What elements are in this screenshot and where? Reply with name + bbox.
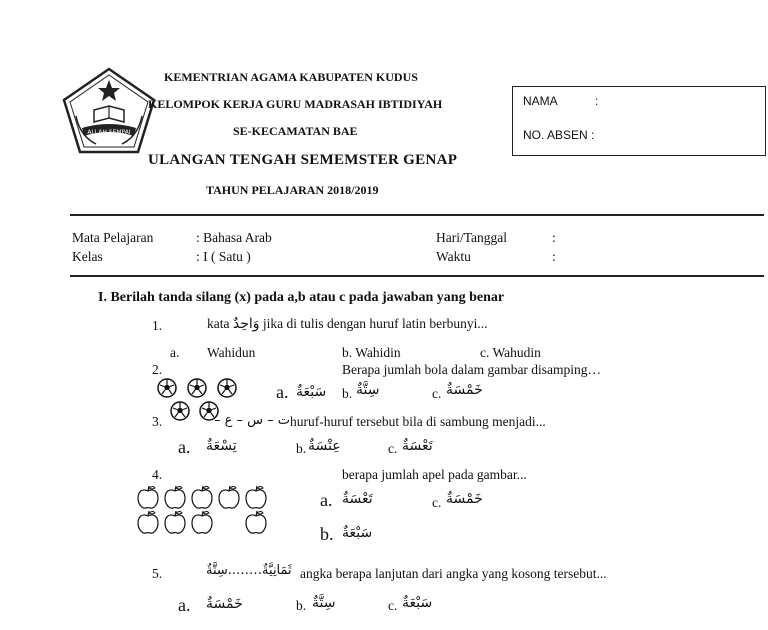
q2-option-b[interactable]: سِتَّةٌ	[356, 382, 380, 398]
q2-number: 2.	[152, 362, 163, 377]
q4-option-c-label[interactable]: c.	[432, 495, 442, 510]
q5-number: 5.	[152, 566, 163, 581]
q1-option-c[interactable]: c. Wahudin	[480, 345, 541, 360]
q3-option-b-label[interactable]: b.	[296, 441, 307, 456]
header-line-3: SE-KECAMATAN BAE	[233, 124, 358, 138]
soccer-ball-icon	[170, 401, 190, 421]
apple-icon	[244, 484, 268, 510]
q2-option-a[interactable]: سَبْعَةٌ	[296, 384, 327, 400]
q3-option-a[interactable]: تِسْعَةٌ	[206, 438, 237, 454]
ministry-logo	[60, 66, 158, 156]
q5-question: angka berapa lanjutan dari angka yang kosong tersebut...	[300, 566, 607, 581]
apple-icon	[163, 509, 187, 535]
exam-title: ULANGAN TENGAH SEMEMSTER GENAP	[148, 152, 458, 168]
q2-question: Berapa jumlah bola dalam gambar disamping…	[342, 362, 602, 377]
bottom-divider	[70, 275, 764, 277]
mapel-label: Mata Pelajaran	[72, 230, 154, 245]
hari-label: Hari/Tanggal	[436, 230, 508, 245]
q3-letters: ت – س – ع –	[214, 413, 291, 428]
apple-icon	[136, 509, 160, 535]
q4-option-b[interactable]: سَبْعَةٌ	[342, 525, 373, 541]
waktu-colon: :	[552, 249, 556, 264]
q5-sequence: ثَمَانِيَّةٌ……..سِتَّةٌ	[206, 563, 292, 578]
soccer-ball-icon	[157, 378, 177, 398]
svg-text:ALLAH SEMPAI: ALLAH SEMPAI	[87, 129, 131, 136]
q5-option-a-label[interactable]: a.	[178, 595, 191, 615]
q4-number: 4.	[152, 467, 163, 482]
q3-option-a-label[interactable]: a.	[178, 437, 191, 457]
hari-colon: :	[552, 230, 556, 245]
q5-option-b-label[interactable]: b.	[296, 598, 307, 613]
q1-option-a-label[interactable]: a.	[170, 345, 180, 360]
q3-option-b[interactable]: عِتْسَةٌ	[308, 438, 341, 454]
kelas-label: Kelas	[72, 249, 103, 264]
apple-icon	[244, 509, 268, 535]
header-line-1: KEMENTRIAN AGAMA KABUPATEN KUDUS	[164, 70, 418, 84]
q1-text-post: jika di tulis dengan huruf latin berbunyi...	[262, 316, 488, 331]
q4-option-c[interactable]: خَمْسَةٌ	[446, 491, 483, 507]
q5-option-a[interactable]: خَمْسَةٌ	[206, 596, 243, 612]
section-instruction: I. Berilah tanda silang (x) pada a,b atau c pada jawaban yang benar	[98, 290, 505, 305]
kelas-value: : I ( Satu )	[196, 249, 251, 264]
q1-number: 1.	[152, 318, 163, 333]
q2-option-c[interactable]: خَمْسَةٌ	[446, 382, 483, 398]
apple-icon	[136, 484, 160, 510]
apple-icon	[190, 484, 214, 510]
q4-option-b-label[interactable]: b.	[320, 524, 334, 544]
apple-icon	[217, 484, 241, 510]
no-absen-label: NO. ABSEN :	[523, 128, 595, 142]
soccer-ball-icon	[187, 378, 207, 398]
q4-question: berapa jumlah apel pada gambar...	[342, 467, 527, 482]
q5-option-c[interactable]: سَبْعَةٌ	[402, 595, 433, 611]
q4-option-a-label[interactable]: a.	[320, 490, 333, 510]
q1-text-pre: kata	[207, 316, 230, 331]
q2-option-a-label[interactable]: a.	[276, 382, 289, 402]
q5-option-b[interactable]: سِتَّةٌ	[312, 595, 336, 611]
nama-label: NAMA	[523, 94, 558, 108]
mapel-value: : Bahasa Arab	[196, 230, 272, 245]
student-id-box	[512, 86, 766, 156]
header-line-2: KELOMPOK KERJA GURU MADRASAH IBTIDIYAH	[148, 97, 443, 111]
q4-option-a[interactable]: تَعْسَةٌ	[342, 491, 373, 507]
q1-question	[207, 316, 488, 332]
soccer-ball-icon	[217, 378, 237, 398]
waktu-label: Waktu	[436, 249, 471, 264]
nama-colon: :	[595, 94, 599, 108]
q3-number: 3.	[152, 414, 163, 429]
q3-option-c[interactable]: تَعْسَةٌ	[402, 438, 433, 454]
top-divider	[70, 214, 764, 216]
q3-question: huruf-huruf tersebut bila di sambung menjadi...	[290, 414, 546, 429]
apple-icon	[190, 509, 214, 535]
q1-option-b[interactable]: b. Wahidin	[342, 345, 401, 360]
q2-option-c-label[interactable]: c.	[432, 386, 442, 401]
q2-option-b-label[interactable]: b.	[342, 386, 353, 401]
q1-option-a[interactable]: Wahidun	[207, 345, 256, 360]
school-year: TAHUN PELAJARAN 2018/2019	[206, 183, 379, 197]
q5-option-c-label[interactable]: c.	[388, 598, 398, 613]
apple-icon	[163, 484, 187, 510]
q3-option-c-label[interactable]: c.	[388, 441, 398, 456]
q1-arabic: وَاحِدٌ	[232, 316, 260, 332]
